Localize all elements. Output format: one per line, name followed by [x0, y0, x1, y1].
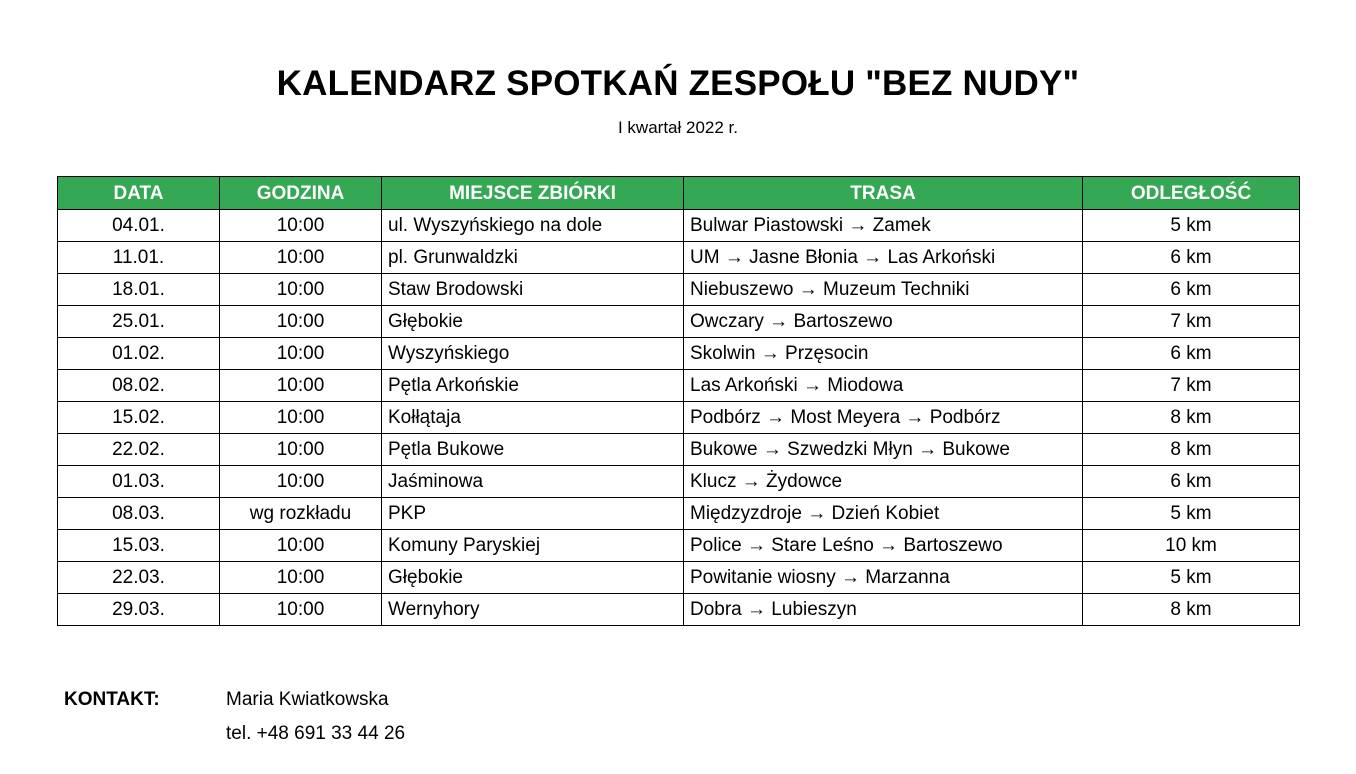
cell-time: 10:00 [220, 530, 382, 562]
cell-distance: 6 km [1083, 338, 1300, 370]
table-row [58, 530, 1300, 562]
cell-meeting-place: ul. Wyszyńskiego na dole [382, 210, 684, 242]
cell-date: 01.03. [58, 466, 220, 498]
cell-route: Las Arkoński → Miodowa [684, 370, 1083, 402]
contact-phone: tel. +48 691 33 44 26 [226, 723, 406, 744]
cell-route: Police → Stare Leśno → Bartoszewo [684, 530, 1083, 562]
cell-meeting-place: Wernyhory [382, 594, 684, 626]
table-row [58, 466, 1300, 498]
table-row [58, 242, 1300, 274]
cell-distance: 6 km [1083, 274, 1300, 306]
table-row [58, 498, 1300, 530]
table-row [58, 370, 1300, 402]
cell-date: 22.03. [58, 562, 220, 594]
table-row [58, 402, 1300, 434]
cell-date: 15.03. [58, 530, 220, 562]
cell-meeting-place: Głębokie [382, 562, 684, 594]
cell-route: Skolwin → Przęsocin [684, 338, 1083, 370]
cell-route: UM → Jasne Błonia → Las Arkoński [684, 242, 1083, 274]
cell-meeting-place: Kołłątaja [382, 402, 684, 434]
cell-time: 10:00 [220, 274, 382, 306]
cell-meeting-place: Pętla Arkońskie [382, 370, 684, 402]
cell-date: 29.03. [58, 594, 220, 626]
cell-meeting-place: Komuny Paryskiej [382, 530, 684, 562]
cell-date: 11.01. [58, 242, 220, 274]
cell-time: wg rozkładu [220, 498, 382, 530]
cell-meeting-place: Jaśminowa [382, 466, 684, 498]
cell-date: 08.03. [58, 498, 220, 530]
cell-distance: 10 km [1083, 530, 1300, 562]
cell-meeting-place: Pętla Bukowe [382, 434, 684, 466]
cell-time: 10:00 [220, 594, 382, 626]
cell-distance: 8 km [1083, 402, 1300, 434]
schedule-table [57, 176, 1300, 626]
page-title: KALENDARZ SPOTKAŃ ZESPOŁU "BEZ NUDY" [276, 64, 1080, 103]
column-header-odleglosc: ODLEGŁOŚĆ [1083, 177, 1300, 210]
cell-route: Niebuszewo → Muzeum Techniki [684, 274, 1083, 306]
cell-date: 01.02. [58, 338, 220, 370]
cell-distance: 6 km [1083, 466, 1300, 498]
table-row [58, 210, 1300, 242]
cell-meeting-place: pl. Grunwaldzki [382, 242, 684, 274]
table-header-row [58, 177, 1300, 210]
cell-date: 25.01. [58, 306, 220, 338]
cell-time: 10:00 [220, 562, 382, 594]
cell-route: Podbórz → Most Meyera → Podbórz [684, 402, 1083, 434]
cell-route: Klucz → Żydowce [684, 466, 1083, 498]
cell-distance: 6 km [1083, 242, 1300, 274]
column-header-godzina: GODZINA [220, 177, 382, 210]
cell-time: 10:00 [220, 242, 382, 274]
cell-time: 10:00 [220, 338, 382, 370]
column-header-data: DATA [58, 177, 220, 210]
cell-distance: 5 km [1083, 210, 1300, 242]
table-row [58, 594, 1300, 626]
cell-distance: 8 km [1083, 434, 1300, 466]
cell-date: 15.02. [58, 402, 220, 434]
contact-name: Maria Kwiatkowska [226, 689, 389, 710]
cell-distance: 5 km [1083, 562, 1300, 594]
cell-meeting-place: PKP [382, 498, 684, 530]
cell-time: 10:00 [220, 370, 382, 402]
cell-route: Bulwar Piastowski → Zamek [684, 210, 1083, 242]
table-row [58, 306, 1300, 338]
table-row [58, 338, 1300, 370]
cell-time: 10:00 [220, 434, 382, 466]
cell-route: Powitanie wiosny → Marzanna [684, 562, 1083, 594]
column-header-miejsce-zbiorki: MIEJSCE ZBIÓRKI [382, 177, 684, 210]
page-subtitle: I kwartał 2022 r. [617, 118, 738, 137]
table-row [58, 274, 1300, 306]
cell-meeting-place: Wyszyńskiego [382, 338, 684, 370]
cell-date: 22.02. [58, 434, 220, 466]
cell-route: Dobra → Lubieszyn [684, 594, 1083, 626]
cell-time: 10:00 [220, 210, 382, 242]
cell-distance: 5 km [1083, 498, 1300, 530]
cell-route: Bukowe → Szwedzki Młyn → Bukowe [684, 434, 1083, 466]
cell-distance: 8 km [1083, 594, 1300, 626]
cell-time: 10:00 [220, 306, 382, 338]
cell-distance: 7 km [1083, 306, 1300, 338]
cell-meeting-place: Staw Brodowski [382, 274, 684, 306]
cell-meeting-place: Głębokie [382, 306, 684, 338]
cell-time: 10:00 [220, 466, 382, 498]
cell-distance: 7 km [1083, 370, 1300, 402]
contact-label: KONTAKT: [64, 689, 160, 710]
cell-time: 10:00 [220, 402, 382, 434]
cell-route: Międzyzdroje → Dzień Kobiet [684, 498, 1083, 530]
table-body [58, 210, 1300, 626]
cell-date: 08.02. [58, 370, 220, 402]
cell-date: 18.01. [58, 274, 220, 306]
cell-date: 04.01. [58, 210, 220, 242]
table-row [58, 562, 1300, 594]
cell-route: Owczary → Bartoszewo [684, 306, 1083, 338]
column-header-trasa: TRASA [684, 177, 1083, 210]
table-row [58, 434, 1300, 466]
